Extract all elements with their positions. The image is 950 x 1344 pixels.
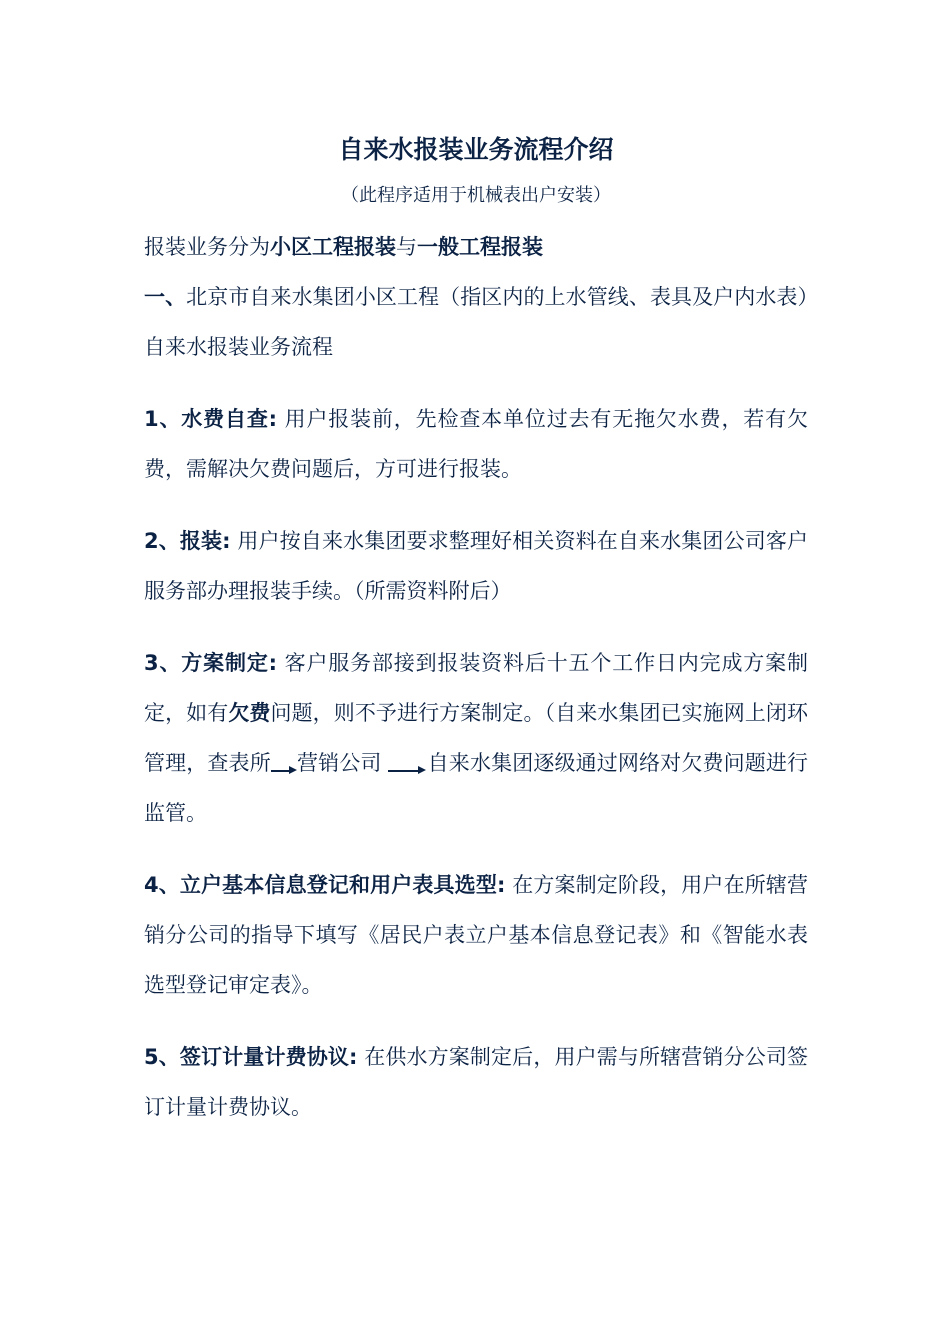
step-2-label: 2、报装 (144, 529, 223, 553)
intro-paragraph (144, 222, 808, 272)
spacer (144, 838, 808, 860)
step-3-sep: : (268, 651, 278, 675)
step-2-text: 用户按自来水集团要求整理好相关资料在自来水集团公司客户服务部办理报装手续。（所需资料附后） (144, 529, 808, 603)
step-4 (144, 860, 808, 1010)
step-5-text: 在供水方案制定后，用户需与所辖营销分公司签订计量计费协议。 (144, 1045, 808, 1119)
step-2 (144, 516, 808, 616)
section-heading-1 (144, 272, 808, 372)
section-1-text: 北京市自来水集团小区工程（指区内的上水管线、表具及户内水表）自来水报装业务流程 (144, 285, 809, 359)
document-subtitle: （此程序适用于机械表出户安装） (341, 185, 611, 206)
step-3-text-a: 客户服务部接到报装资料后十五个工作日内完成方案制定，如有 (144, 651, 808, 725)
step-5-sep: : (349, 1045, 358, 1069)
intro-prefix: 报装业务分为 (144, 235, 270, 259)
intro-bold-residential: 小区工程报装 (270, 235, 396, 259)
section-1-number: 一、 (144, 285, 187, 309)
step-1-label: 1、水费自查 (144, 407, 269, 431)
step-1 (144, 394, 808, 494)
intro-mid: 与 (396, 235, 417, 259)
spacer (144, 1010, 808, 1032)
step-3-label: 3、方案制定 (144, 651, 269, 675)
arrow-line (388, 770, 422, 772)
step-3 (144, 638, 808, 838)
step-4-sep: : (496, 873, 506, 897)
step-1-text: 用户报装前，先检查本单位过去有无拖欠水费，若有欠费，需解决欠费问题后，方可进行报装。 (144, 407, 808, 481)
step-4-text: 在方案制定阶段，用户在所辖营销分公司的指导下填写《居民户表立户基本信息登记表》和《智能水表选型登记审定表》。 (144, 873, 808, 997)
step-1-sep: : (268, 407, 278, 431)
step-3-flow-1: 营销公司 (296, 751, 382, 775)
arrow-right-icon (418, 766, 426, 774)
spacer (144, 616, 808, 638)
step-3-flow-2: 自来水集团逐级通过网络对欠费问题进行监管。 (144, 751, 809, 825)
document-title: 自来水报装业务流程介绍 (338, 135, 614, 164)
spacer (144, 372, 808, 394)
step-3-text-b: 问题，则不予进行方案制定。（自来水集团已实施网上闭环管理，查表所 (144, 701, 809, 775)
step-4-label: 4、立户基本信息登记和用户表具选型 (144, 873, 497, 897)
document-body (144, 128, 808, 1132)
intro-bold-general: 一般工程报装 (417, 235, 543, 259)
step-5-label: 5、签订计量计费协议 (144, 1045, 349, 1069)
step-3-bold-arrears: 欠费 (228, 701, 271, 725)
step-2-sep: : (222, 529, 231, 553)
arrow-right-icon (289, 766, 297, 774)
step-5 (144, 1032, 808, 1132)
spacer (144, 494, 808, 516)
